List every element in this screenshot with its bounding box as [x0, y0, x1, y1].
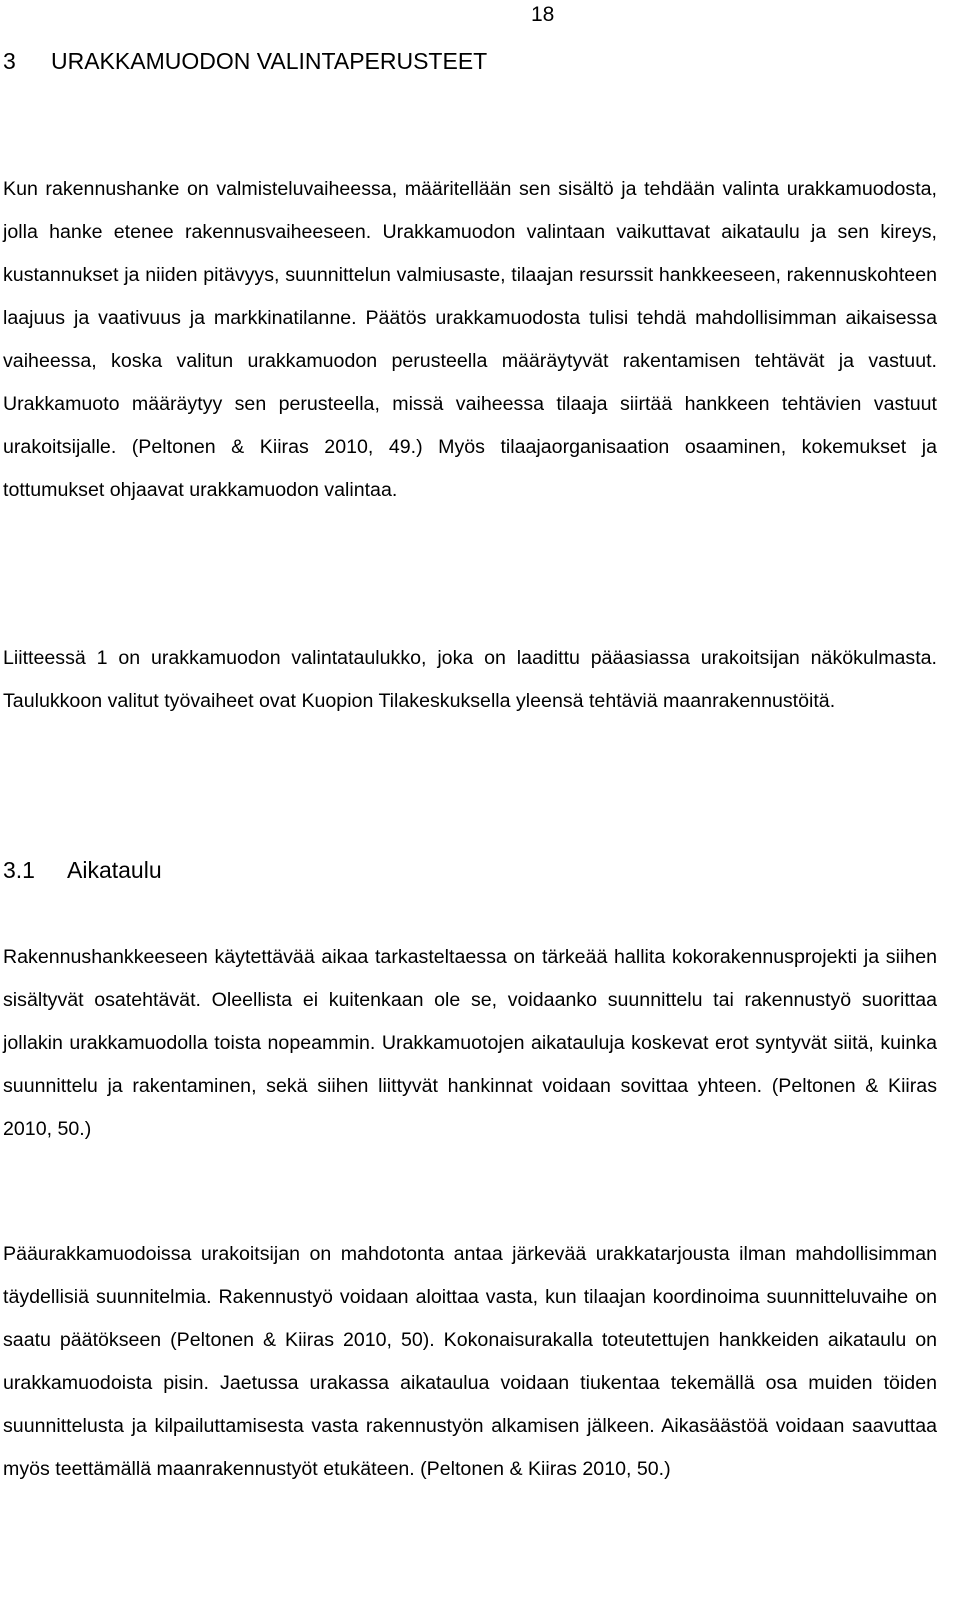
paragraph-schedule-overview: Rakennushankkeeseen käytettävää aikaa tarkasteltaessa on tärkeää hallita kokorakennusprojekti ja siihen sisältyvät osatehtävät. Oleellista ei kuitenkaan ole se, voidaanko suunnittelu tai rakennustyö suorittaa jollakin urakkamuodolla toista nopeammin. Urakkamuotojen aikatauluja koskevat erot syntyvät siitä, kuinka suunnittelu ja rakentaminen, sekä siihen liittyvät hankinnat voidaan sovittaa yhteen. (Peltonen & Kiiras 2010, 50.): [3, 946, 937, 1140]
section-title: Aikataulu: [67, 857, 162, 883]
section-number: 3.1: [3, 857, 35, 883]
chapter-title: URAKKAMUODON VALINTAPERUSTEET: [51, 48, 488, 74]
paragraph-main-contract-forms: Pääurakkamuodoissa urakoitsijan on mahdotonta antaa järkevää urakkatarjousta ilman mahdollisimman täydellisiä suunnitelmia. Rakennustyö voidaan aloittaa vasta, kun tilaajan koordinoima suunnitteluvaihe on saatu päätökseen (Peltonen & Kiiras 2010, 50). Kokonaisurakalla toteutettujen hankkeiden aikataulu on urakkamuodoista pisin. Jaetussa urakassa aikataulua voidaan tiukentaa tekemällä osa muiden töiden suunnittelusta ja kilpailuttamisesta vasta rakennustyön alkamisen jälkeen. Aikasäästöä voidaan saavuttaa myös teettämällä maanrakennustyöt etukäteen. (Peltonen & Kiiras 2010, 50.): [3, 1243, 937, 1480]
paragraph-appendix-reference: Liitteessä 1 on urakkamuodon valintataulukko, joka on laadittu pääasiassa urakoitsijan näkökulmasta. Taulukkoon valitut työvaiheet ovat Kuopion Tilakeskuksella yleensä tehtäviä maanrakennustöitä.: [3, 647, 937, 712]
chapter-heading: [3, 47, 487, 75]
page-number: 18: [531, 3, 555, 26]
chapter-number: 3: [3, 48, 16, 74]
paragraph-intro: Kun rakennushanke on valmisteluvaiheessa, määritellään sen sisältö ja tehdään valinta urakkamuodosta, jolla hanke etenee rakennusvaiheeseen. Urakkamuodon valintaan vaikuttavat aikataulu ja sen kireys, kustannukset ja niiden pitävyys, suunnittelun valmiusaste, tilaajan resurssit hankkeeseen, rakennuskohteen laajuus ja vaativuus ja markkinatilanne. Päätös urakkamuodosta tulisi tehdä mahdollisimman aikaisessa vaiheessa, koska valitun urakkamuodon perusteella määräytyvät rakentamisen tehtävät ja vastuut. Urakkamuoto määräytyy sen perusteella, missä vaiheessa tilaaja siirtää hankkeen tehtävien vastuut urakoitsijalle. (Peltonen & Kiiras 2010, 49.) Myös tilaajaorganisaation osaaminen, kokemukset ja tottumukset ohjaavat urakkamuodon valintaa.: [3, 178, 937, 501]
section-heading: [3, 856, 162, 884]
